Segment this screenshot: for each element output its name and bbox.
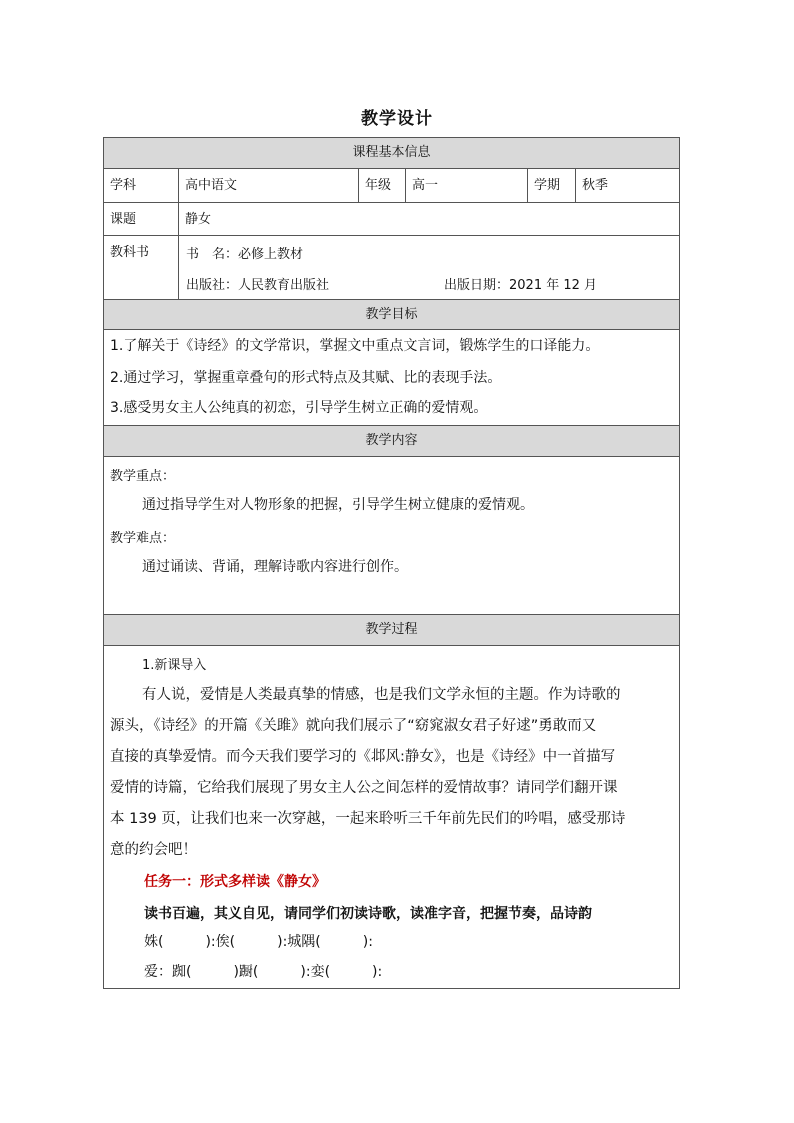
content-header: 教学内容 bbox=[104, 426, 679, 457]
grade-label: 年级 bbox=[359, 169, 406, 202]
subject-value: 高中语文 bbox=[179, 169, 359, 202]
book-name: 书 名：必修上教材 bbox=[186, 247, 304, 262]
step-title: 1.新课导入 bbox=[142, 658, 207, 673]
key-point-label: 教学重点： bbox=[110, 469, 176, 484]
pronunciation-line: 姝( ):俟( ):城隅( ): bbox=[144, 934, 373, 950]
process-header: 教学过程 bbox=[104, 615, 679, 646]
objective-item: 1.了解关于《诗经》的文学常识，掌握文中重点文言词，锻炼学生的口译能力。 bbox=[110, 338, 600, 354]
objectives-header: 教学目标 bbox=[104, 300, 679, 330]
publication-date: 出版日期：2021 年 12 月 bbox=[444, 278, 598, 293]
course-info-header: 课程基本信息 bbox=[104, 138, 679, 169]
course-info-row bbox=[104, 169, 679, 203]
pronunciation-line: 爱：踟( )蹰( ):娈( ): bbox=[144, 964, 383, 980]
task-title: 任务一：形式多样读《静女》 bbox=[144, 874, 326, 890]
difficulty-label: 教学难点： bbox=[110, 531, 176, 546]
term-label: 学期 bbox=[528, 169, 576, 202]
difficulty-text: 通过诵读、背诵，理解诗歌内容进行创作。 bbox=[142, 559, 408, 575]
textbook-row bbox=[104, 236, 679, 300]
publisher: 出版社：人民教育出版社 bbox=[186, 278, 330, 293]
subject-label: 学科 bbox=[104, 169, 179, 202]
objective-item: 2.通过学习，掌握重章叠句的形式特点及其赋、比的表现手法。 bbox=[110, 370, 502, 386]
topic-row bbox=[104, 203, 679, 236]
intro-line: 源头，《诗经》的开篇《关雎》就向我们展示了“窈窕淑女君子好逑”勇敢而又 bbox=[110, 718, 597, 734]
term-value: 秋季 bbox=[582, 178, 609, 193]
content-section bbox=[104, 457, 679, 615]
topic-label: 课题 bbox=[104, 203, 179, 235]
intro-line: 爱情的诗篇，它给我们展现了男女主人公之间怎样的爱情故事？请同学们翻开课 bbox=[110, 780, 618, 796]
grade-value: 高一 bbox=[406, 169, 528, 202]
intro-line: 有人说，爱情是人类最真挚的情感，也是我们文学永恒的主题。作为诗歌的 bbox=[142, 687, 621, 703]
process-section bbox=[104, 646, 679, 989]
objective-item: 3.感受男女主人公纯真的初恋，引导学生树立正确的爱情观。 bbox=[110, 400, 488, 416]
textbook-label: 教科书 bbox=[104, 236, 179, 299]
lesson-plan-table bbox=[103, 137, 680, 989]
key-point-text: 通过指导学生对人物形象的把握，引导学生树立健康的爱情观。 bbox=[142, 497, 534, 513]
intro-line: 意的约会吧！ bbox=[110, 842, 197, 858]
task-description: 读书百遍，其义自见，请同学们初读诗歌，读准字音，把握节奏，品诗韵 bbox=[144, 906, 592, 922]
intro-line: 本 139 页，让我们也来一次穿越，一起来聆听三千年前先民们的吟唱，感受那诗 bbox=[110, 811, 626, 827]
intro-line: 直接的真挚爱情。而今天我们要学习的《邶风:静女》，也是《诗经》中一首描写 bbox=[110, 749, 616, 765]
topic-value: 静女 bbox=[185, 212, 212, 227]
objectives-section bbox=[104, 330, 679, 426]
page-title: 教学设计 bbox=[361, 109, 433, 129]
